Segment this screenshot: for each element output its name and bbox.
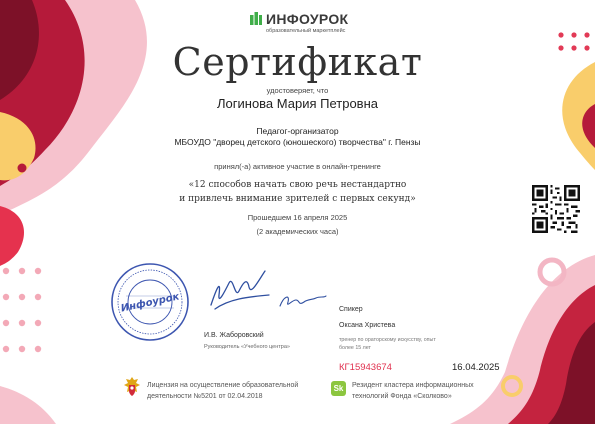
- recipient-name: Логинова Мария Петровна: [217, 96, 378, 111]
- director-signature: [205, 265, 275, 317]
- participation-text: принял(-а) активное участие в онлайн-тренинге: [214, 162, 381, 171]
- brand-logo: [250, 10, 350, 36]
- skolkovo-logo-icon: Sk: [331, 381, 346, 396]
- director-name: И.В. Жаборовский: [204, 332, 264, 339]
- certificate-title: Сертификат: [172, 40, 423, 84]
- government-emblem-icon: [121, 375, 143, 399]
- course-title-line-1: «12 способов начать свою речь нестандартно: [188, 180, 407, 190]
- certificate-id: КГ15943674: [339, 362, 392, 373]
- certificate-date: 16.04.2025: [452, 362, 500, 373]
- certifies-text: удостоверяет, что: [266, 86, 329, 95]
- qr-code[interactable]: [532, 185, 580, 233]
- speaker-name: Оксана Христева: [339, 322, 396, 329]
- speaker-signature: [276, 290, 328, 314]
- license-text: Лицензия на осуществление образовательной деятельности №5201 от 02.04.2018: [147, 382, 299, 400]
- brand-subtitle: образовательный маркетплейс: [266, 28, 346, 34]
- official-stamp: [110, 262, 190, 342]
- brand-name: ИНФОУРОК: [266, 11, 349, 27]
- training-hours: (2 академических часа): [256, 227, 339, 236]
- training-date: Прошедшем 16 апреля 2025: [247, 213, 348, 222]
- infourok-logo-icon: [250, 12, 262, 26]
- stamp-text: Инфоурок: [120, 291, 181, 315]
- director-title: Руководитель «Учебного центра»: [204, 344, 290, 350]
- course-title-line-2: и привлечь внимание зрителей с первых секунд»: [179, 194, 416, 204]
- recipient-organization: МБОУДО "дворец детского (юношеского) творчества" г. Пензы: [174, 137, 421, 147]
- speaker-label: Спикер: [339, 306, 363, 313]
- speaker-description: тренер по ораторскому искусству, опыт более 15 лет: [339, 337, 436, 351]
- recipient-position: Педагог-организатор: [256, 126, 339, 136]
- skolkovo-text: Резидент кластера информационных технологий Фонда «Сколково»: [352, 382, 474, 400]
